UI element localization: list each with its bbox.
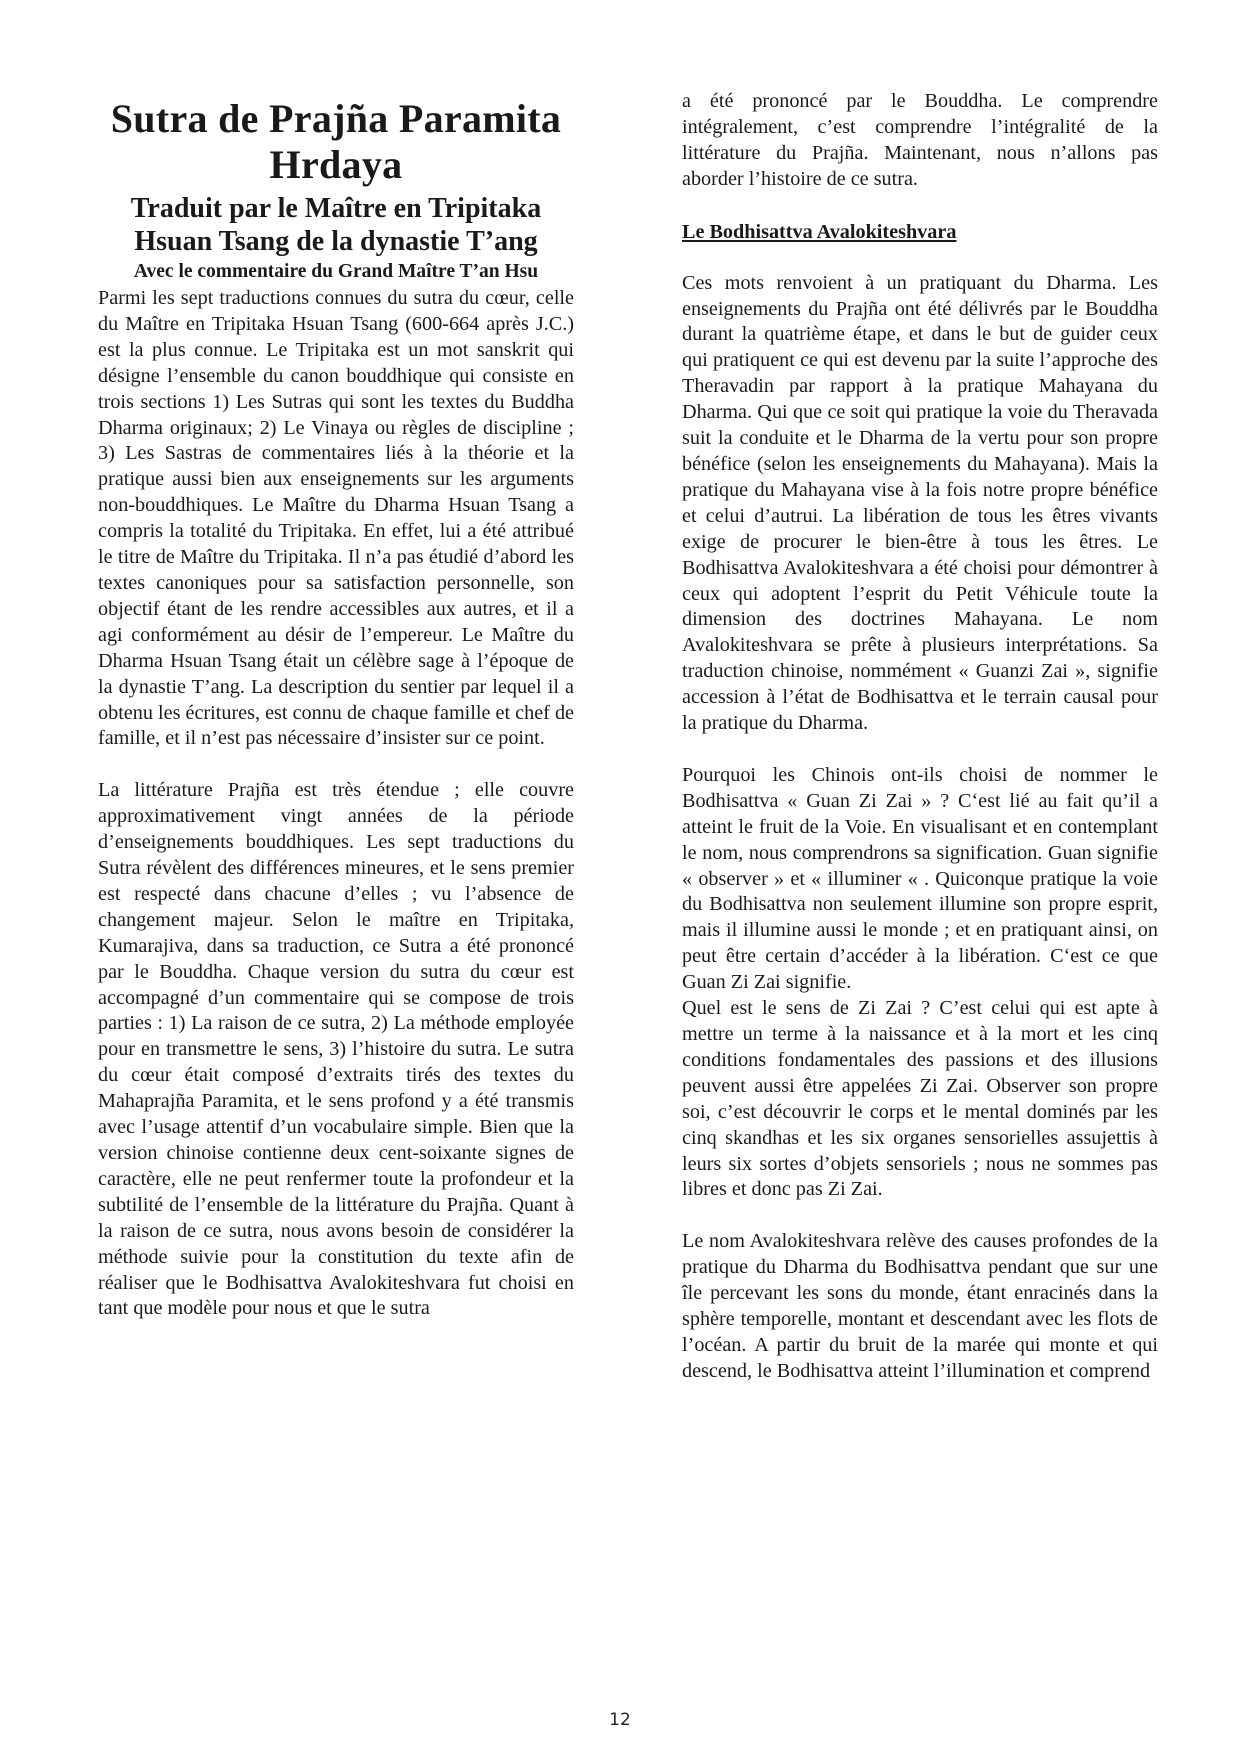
document-title: Sutra de Prajña Paramita Hrdaya: [110, 96, 562, 187]
paragraph-spacer: [682, 193, 1158, 219]
paragraph-spacer: [682, 245, 1158, 271]
paragraph-zi-zai-meaning: Quel est le sens de Zi Zai ? C’est celui qui est apte à mettre un terme à la naissance et à la mort et les cinq conditions fondamentales des passions et des illusions peuvent aussi être appelées Zi Zai. Observer son propre soi, c’est découvrir le corps et le mental dominés par les cinq skandhas et les six organes sensorielles assujettis à leurs six sortes d’objets sensoriels ; nous ne sommes pas libres et donc pas Zi Zai.: [682, 997, 1158, 1201]
section-heading-avalokiteshvara: Le Bodhisattva Avalokiteshvara: [682, 220, 957, 243]
left-column: [98, 0, 574, 1322]
paragraph-spacer: [98, 752, 574, 778]
paragraph-spacer: [682, 1203, 1158, 1229]
document-subtitle: Traduit par le Maître en Tripitaka Hsuan Tsang de la dynastie T’ang: [130, 193, 542, 257]
paragraph-prajna-literature: La littérature Prajña est très étendue ; elle couvre approximativement vingt années de la période d’enseignements bouddhiques. Les sept traductions du Sutra révèlent des différences mineures, et le sens premier est respecté dans chacune d’elles ; vu l’absence de changement majeur. Selon le maître en Tripitaka, Kumarajiva, dans sa traduction, ce Sutra a été prononcé par le Bouddha. Chaque version du sutra du cœur est accompagné d’un commentaire qui se compose de trois parties : 1) La raison de ce sutra, 2) La méthode employée pour en transmettre le sens, 3) l’histoire du sutra. Le sutra du cœur était composé d’extraits tirés des textes du Mahaprajña Paramita, et le sens profond y a été transmis avec l’usage attentif d’un vocabulaire simple. Bien que la version chinoise contienne deux cent-soixante signes de caractère, elle ne peut renfermer toute la profondeur et la subtilité de l’ensemble de la littérature du Prajña. Quant à la raison de ce sutra, nous avons besoin de considérer la méthode suivie pour la constitution du texte afin de réaliser que le Bodhisattva Avalokiteshvara fut choisi en tant que modèle pour nous et que le sutra: [98, 779, 574, 1320]
paragraph-guan-zi-zai: Pourquoi les Chinois ont-ils choisi de nommer le Bodhisattva « Guan Zi Zai » ? C‘est lié au fait qu’il a atteint le fruit de la Voie. En visualisant et en contemplant le nom, nous comprendrons sa signification. Guan signifie « observer » et « illuminer « . Quiconque pratique la voie du Bodhisattva non seulement illumine son propre esprit, mais il illumine aussi le monde ; et en pratiquant ainsi, on peut être certain d’accéder à la libération. C‘est ce que Guan Zi Zai signifie.: [682, 763, 1158, 994]
paragraph-spacer: [682, 737, 1158, 763]
page-number: 12: [609, 1710, 631, 1730]
paragraph-name-causes: Le nom Avalokiteshvara relève des causes profondes de la pratique du Dharma du Bodhisattva pendant que sur une île percevant les sons du monde, étant enracinés dans la sphère temporelle, montant et descendant avec les flots de l’océan. A partir du bruit de la marée qui monte et qui descend, le Bodhisattva atteint l’illumination et comprend: [682, 1230, 1158, 1382]
paragraph-continuation: a été prononcé par le Bouddha. Le comprendre intégralement, c’est comprendre l’intégralité de la littérature du Prajña. Maintenant, nous n’allons pas aborder l’histoire de ce sutra.: [682, 90, 1158, 190]
paragraph-practitioner: Ces mots renvoient à un pratiquant du Dharma. Les enseignements du Prajña ont été délivrés par le Bouddha durant la quatrième étape, et dans le but de guider ceux qui pratiquent ce qui est devenu par la suite l’approche des Theravadin par rapport à la pratique Mahayana du Dharma. Qui que ce soit qui pratique la voie du Theravada suit la conduite et le Dharma de la vertu pour son propre bénéfice (selon les enseignements du Mahayana). Mais la pratique du Mahayana vise à la fois notre propre bénéfice et celui d’autrui. La libération de tous les êtres vivants exige de procurer le bien-être à tous les êtres. Le Bodhisattva Avalokiteshvara a été choisi pour démontrer à ceux qui adoptent l’esprit du Petit Véhicule toute la dimension des doctrines Mahayana. Le nom Avalokiteshvara se prête à plusieurs interprétations. Sa traduction chinoise, nommément « Guanzi Zai », signifie accession à l’état de Bodhisattva et le terrain causal pour la pratique du Dharma.: [682, 271, 1158, 735]
right-column: [682, 0, 1158, 1385]
paragraph-intro: Parmi les sept traductions connues du sutra du cœur, celle du Maître en Tripitaka Hsuan Tsang (600-664 après J.C.) est la plus connue. Le Tripitaka est un mot sanskrit qui désigne l’ensemble du canon bouddhique qui consiste en trois sections 1) Les Sutras qui sont les textes du Buddha Dharma originaux; 2) Le Vinaya ou règles de discipline ; 3) Les Sastras de commentaires liés à la théorie et la pratique aussi bien aux enseignements sur les arguments non-bouddhiques. Le Maître du Dharma Hsuan Tsang a compris la totalité du Tripitaka. En effet, lui a été attribué le titre de Maître du Tripitaka. Il n’a pas étudié d’abord les textes canoniques pour sa satisfaction personnelle, son objectif étant de les rendre accessibles aux autres, et il a agi conformément au désir de l’empereur. Le Maître du Dharma Hsuan Tsang était un célèbre sage à l’époque de la dynastie T’ang. La description du sentier par lequel il a obtenu les écritures, est connu de chaque famille et chef de famille, et il n’est pas nécessaire d’insister sur ce point.: [98, 287, 574, 750]
commentary-attribution: Avec le commentaire du Grand Maître T’an Hsu: [133, 261, 539, 282]
